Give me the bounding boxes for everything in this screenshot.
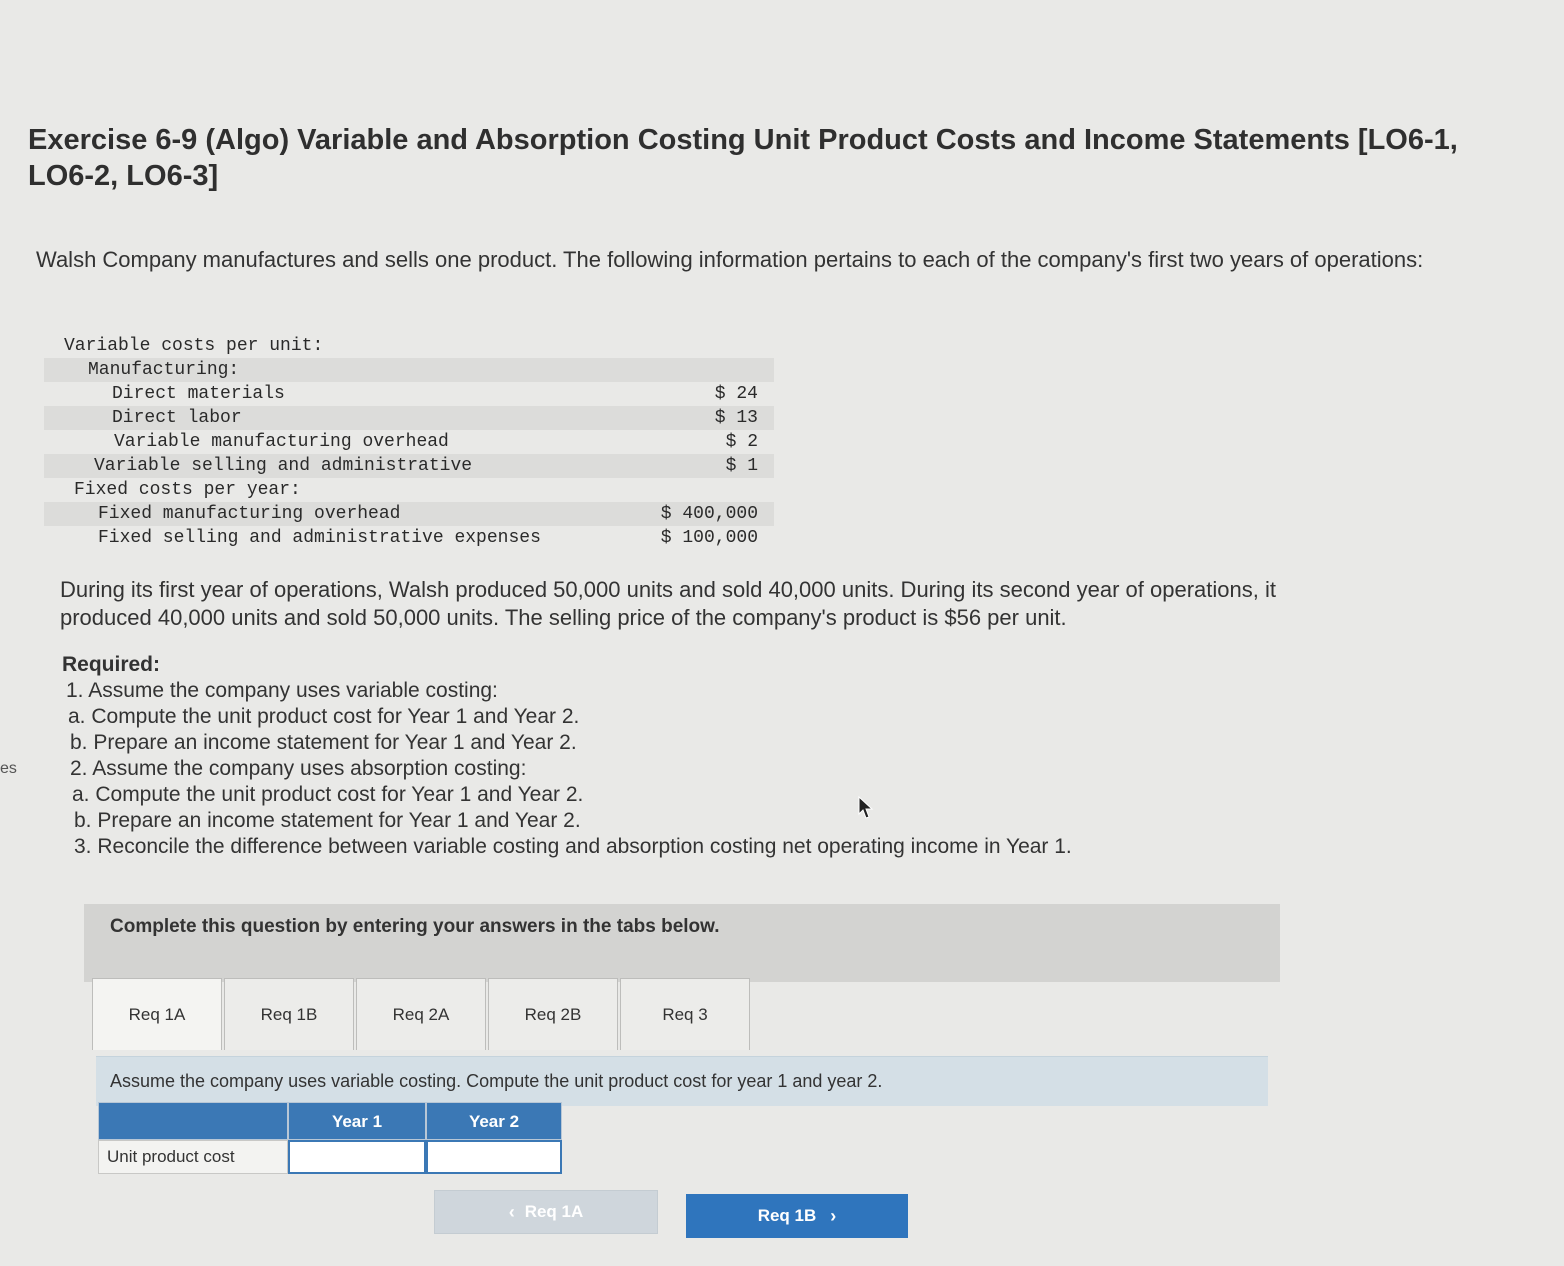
table-header-blank [98,1102,288,1140]
requirement-tabs [92,978,752,1054]
next-req-button[interactable] [686,1194,908,1238]
chevron-right-icon: › [830,1206,837,1226]
tab-req-2b[interactable]: Req 2B [488,978,618,1050]
instruction-text: Assume the company uses variable costing. Compute the unit product cost for year 1 and year 2. [110,1071,883,1091]
fixed-costs-header: Fixed costs per year: [74,480,301,500]
required-item-1: 1. Assume the company uses variable costing: [66,679,498,702]
manufacturing-header: Manufacturing: [88,360,240,380]
previous-req-button[interactable] [434,1190,658,1234]
fixed-mfg-overhead-row [44,502,774,526]
required-item-2a: a. Compute the unit product cost for Year 1 and Year 2. [72,783,584,806]
instruction-banner [96,1056,1268,1106]
variable-mfg-overhead-row [44,430,774,454]
fixed-costs-header-row [44,478,774,502]
fixed-mfg-overhead-label: Fixed manufacturing overhead [98,504,401,524]
direct-labor-label: Direct labor [112,408,242,428]
required-item-1a: a. Compute the unit product cost for Year 1 and Year 2. [68,705,580,728]
required-item-1b: b. Prepare an income statement for Year 1 and Year 2. [70,731,577,754]
variable-selling-admin-value: $ 1 [725,456,758,476]
fixed-mfg-overhead-value: $ 400,000 [660,504,758,524]
variable-selling-admin-label: Variable selling and administrative [94,456,473,476]
fixed-selling-admin-label: Fixed selling and administrative expenses [98,528,541,548]
variable-selling-admin-row [44,454,774,478]
direct-materials-value: $ 24 [714,384,758,404]
variable-mfg-overhead-label: Variable manufacturing overhead [114,432,449,452]
variable-costs-header: Variable costs per unit: [64,336,324,356]
direct-labor-value: $ 13 [714,408,758,428]
tab-req-1b[interactable]: Req 1B [224,978,354,1050]
mouse-pointer-icon [858,796,874,820]
fixed-selling-admin-row [44,526,774,550]
cost-data-table [44,334,774,550]
exercise-title: Exercise 6-9 (Algo) Variable and Absorption Costing Unit Product Costs and Income Statements [LO6-1, LO6-2, LO6-3] [28,124,1458,192]
intro-text: Walsh Company manufactures and sells one product. The following information pertains to each of the company's first two years of operations: [36,247,1424,272]
table-header-year-1 [288,1102,426,1140]
year-1-unit-cost-input[interactable] [288,1140,426,1174]
tab-req-1a[interactable]: Req 1A [92,978,222,1050]
required-heading: Required: [62,653,161,676]
required-item-2: 2. Assume the company uses absorption costing: [70,757,527,780]
tab-req-3[interactable]: Req 3 [620,978,750,1050]
variable-mfg-overhead-value: $ 2 [725,432,758,452]
unit-product-cost-label: Unit product cost [98,1140,288,1174]
direct-materials-label: Direct materials [112,384,285,404]
chevron-left-icon: ‹ [508,1202,515,1222]
complete-question-text: Complete this question by entering your answers in the tabs below. [110,916,720,937]
direct-labor-row [44,406,774,430]
required-item-2b: b. Prepare an income statement for Year 1 and Year 2. [74,809,581,832]
year-2-header-label: Year 2 [468,1112,520,1131]
side-tab-fragment[interactable]: es [0,760,17,777]
manufacturing-header-row [44,358,774,382]
year-2-unit-cost-input[interactable] [426,1140,562,1174]
scenario-text: During its first year of operations, Walsh produced 50,000 units and sold 40,000 units. During its second year of operations, it produced 40,000 units and sold 50,000 units. The selling price of the company's product is $56 per unit. [60,577,1276,630]
complete-question-banner [84,904,1280,982]
fixed-selling-admin-value: $ 100,000 [660,528,758,548]
next-req-label: Req 1B [757,1206,817,1225]
unit-product-cost-table [98,1102,564,1174]
tab-req-2a[interactable]: Req 2A [356,978,486,1050]
variable-costs-header-row [44,334,774,358]
direct-materials-row [44,382,774,406]
year-1-header-label: Year 1 [331,1112,383,1131]
required-item-3: 3. Reconcile the difference between variable costing and absorption costing net operating income in Year 1. [74,835,1072,858]
required-section [62,652,1262,860]
table-header-year-2 [426,1102,562,1140]
previous-req-label: Req 1A [524,1202,584,1221]
